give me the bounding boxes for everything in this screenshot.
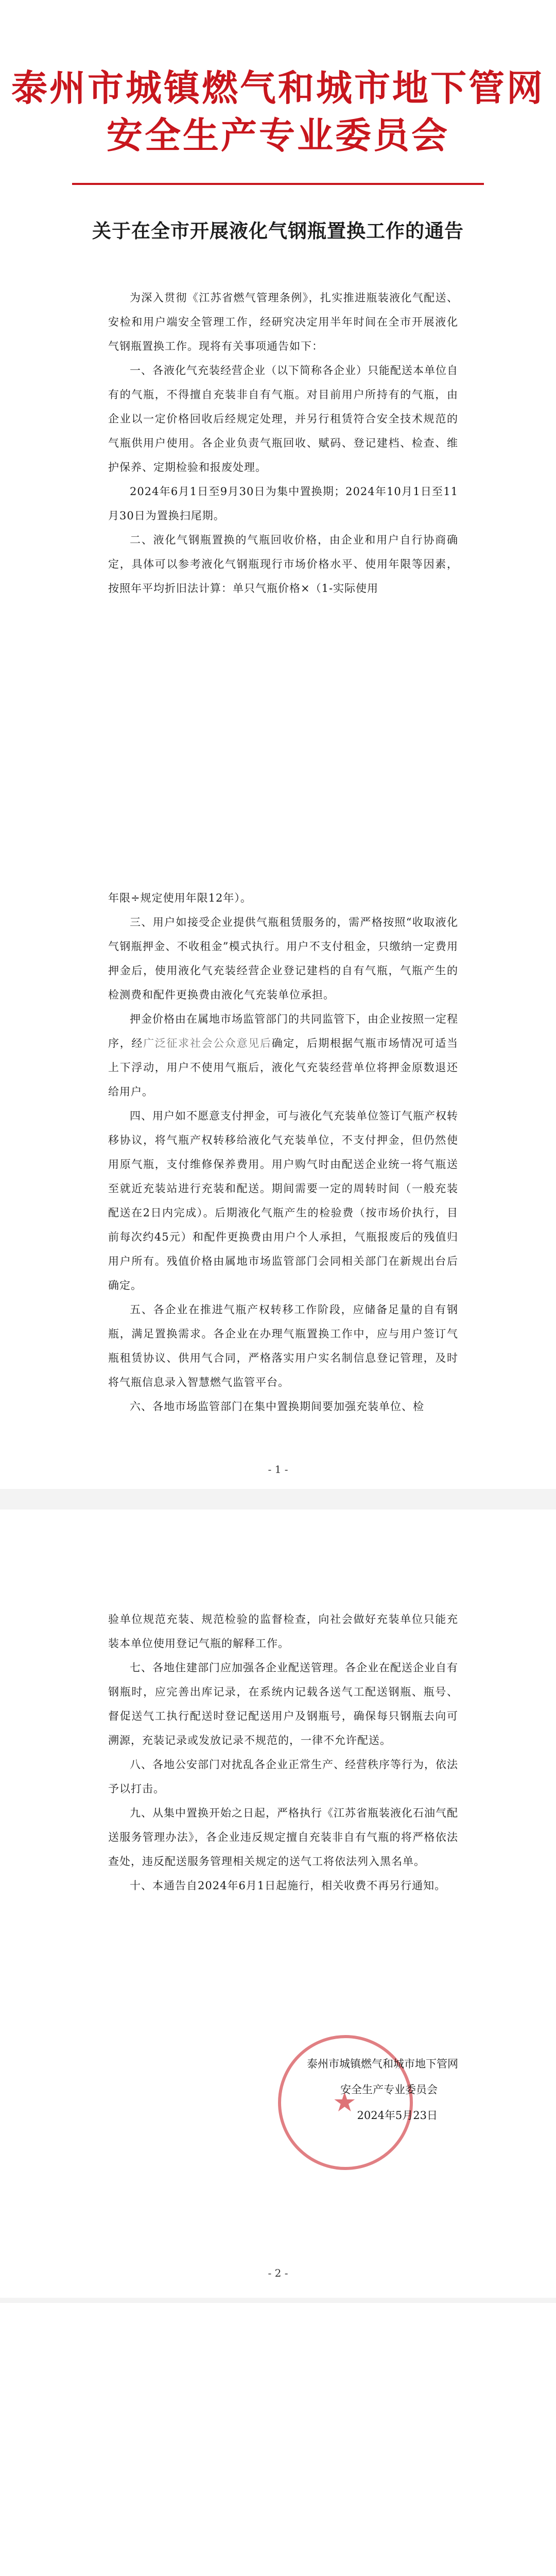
header-line-1: 泰州市城镇燃气和城市地下管网 bbox=[11, 66, 545, 109]
body-page-2 bbox=[108, 1607, 458, 1898]
paragraph: 一、各液化气充装经营企业（以下简称各企业）只能配送本单位自有的气瓶，不得擅自充装非自有气瓶。对目前用户所持有的气瓶，由企业以一定价格回收后经规定处理，并另行租赁符合安全技术规范的气瓶供用户使用。各企业负责气瓶回收、赋码、登记建档、检查、维护保养、定期检验和报废处理。 bbox=[108, 364, 458, 473]
paragraph: 为深入贯彻《江苏省燃气管理条例》，扎实推进瓶装液化气配送、安检和用户端安全管理工作，经研究决定用半年时间在全市开展液化气钢瓶置换工作。现将有关事项通告如下： bbox=[108, 292, 458, 352]
body-page-1b bbox=[108, 886, 458, 1419]
paragraph: 二、液化气钢瓶置换的气瓶回收价格，由企业和用户自行协商确定，具体可以参考液化气钢瓶现行市场价格水平、使用年限等因素，按照年平均折旧法计算：单只气瓶价格×（1-实际使用 bbox=[108, 534, 458, 595]
header-line-2: 安全生产专业委员会 bbox=[107, 114, 449, 157]
document-header bbox=[0, 64, 556, 159]
paragraph: 九、从集中置换开始之日起，严格执行《江苏省瓶装液化石油气配送服务管理办法》，各企业违反规定擅自充装非自有气瓶的将严格依法查处，违反配送服务管理相关规定的送气工将依法列入黑名单。 bbox=[108, 1807, 458, 1868]
signature-date: 2024年5月23日 bbox=[357, 2109, 438, 2122]
paragraph: 2024年6月1日至9月30日为集中置换期；2024年10月1日至11月30日为置换扫尾期。 bbox=[108, 485, 458, 522]
paragraph: 六、各地市场监管部门在集中置换期间要加强充装单位、检 bbox=[130, 1400, 424, 1413]
page-2 bbox=[0, 1510, 556, 2298]
page-number: - 1 - bbox=[268, 1463, 288, 1476]
signature-block bbox=[108, 2035, 458, 2190]
paragraph: 四、用户如不愿意支付押金，可与液化气充装单位签订气瓶产权转移协议，将气瓶产权转移给液化气充装单位，不支付押金，但仍然使用原气瓶，支付维修保养费用。用户购气时由配送企业统一将气瓶送至就近充装站进行充装和配送。期间需要一定的周转时间（一般充装配送在2日内完成）。后期液化气瓶产生的检验费（按市场价执行，目前每次约45元）和配件更换费由用户个人承担，气瓶报废后的残值归用户所有。残值价格由属地市场监管部门会同相关部门在新规出台后确定。 bbox=[108, 1110, 458, 1292]
official-seal: ★ bbox=[278, 2035, 413, 2170]
paragraph: 十、本通告自2024年6月1日起施行，相关收费不再另行通知。 bbox=[130, 1879, 446, 1892]
paragraph: 年限÷规定使用年限12年）。 bbox=[108, 892, 252, 904]
page-number: - 2 - bbox=[268, 2267, 288, 2279]
page-gap bbox=[0, 1489, 556, 1510]
body-page-1a bbox=[108, 286, 458, 601]
signature-org: 泰州市城镇燃气和城市地下管网 bbox=[307, 2058, 458, 2070]
red-divider bbox=[72, 183, 484, 185]
paragraph: 验单位规范充装、规范检验的监督检查，向社会做好充装单位只能充装本单位使用登记气瓶的解释工作。 bbox=[108, 1613, 458, 1650]
page-3 bbox=[0, 2303, 556, 2576]
signature-org-2: 安全生产专业委员会 bbox=[340, 2083, 438, 2096]
page-gap bbox=[0, 2298, 556, 2303]
paragraph: 七、各地住建部门应加强各企业配送管理。各企业在配送企业自有钢瓶时，应完善出库记录，在系统内记载各送气工配送钢瓶、瓶号、督促送气工执行配送时登记配送用户及钢瓶号，确保每只钢瓶去向可溯源，充装记录或发放记录不规范的，一律不允许配送。 bbox=[108, 1662, 458, 1747]
gray-text: 广泛征求社会公众意见后 bbox=[143, 1037, 272, 1049]
paragraph: 八、各地公安部门对扰乱各企业正常生产、经营秩序等行为，依法予以打击。 bbox=[108, 1758, 458, 1795]
page-title: 关于在全市开展液化气钢瓶置换工作的通告 bbox=[92, 219, 464, 242]
paragraph: 五、各企业在推进气瓶产权转移工作阶段，应储备足量的自有钢瓶，满足置换需求。各企业在办理气瓶置换工作中，应与用户签订气瓶租赁协议、供用气合同，严格落实用户实名制信息登记管理，及时将气瓶信息录入智慧燃气监管平台。 bbox=[108, 1303, 458, 1388]
paragraph: 押金价格由在属地市场监管部门的共同监管下，由企业按照一定程序，经广泛征求社会公众意见后确定，后期根据气瓶市场情况可适当上下浮动，用户不使用气瓶后，液化气充装经营单位将押金原数退还给用户。 bbox=[108, 1013, 459, 1098]
paragraph: 三、用户如接受企业提供气瓶租赁服务的，需严格按照“收取液化气钢瓶押金、不收租金”模式执行。用户不支付租金，只缴纳一定费用押金后，使用液化气充装经营企业登记建档的自有气瓶，气瓶产生的检测费和配件更换费由液化气充装单位承担。 bbox=[108, 916, 458, 1001]
